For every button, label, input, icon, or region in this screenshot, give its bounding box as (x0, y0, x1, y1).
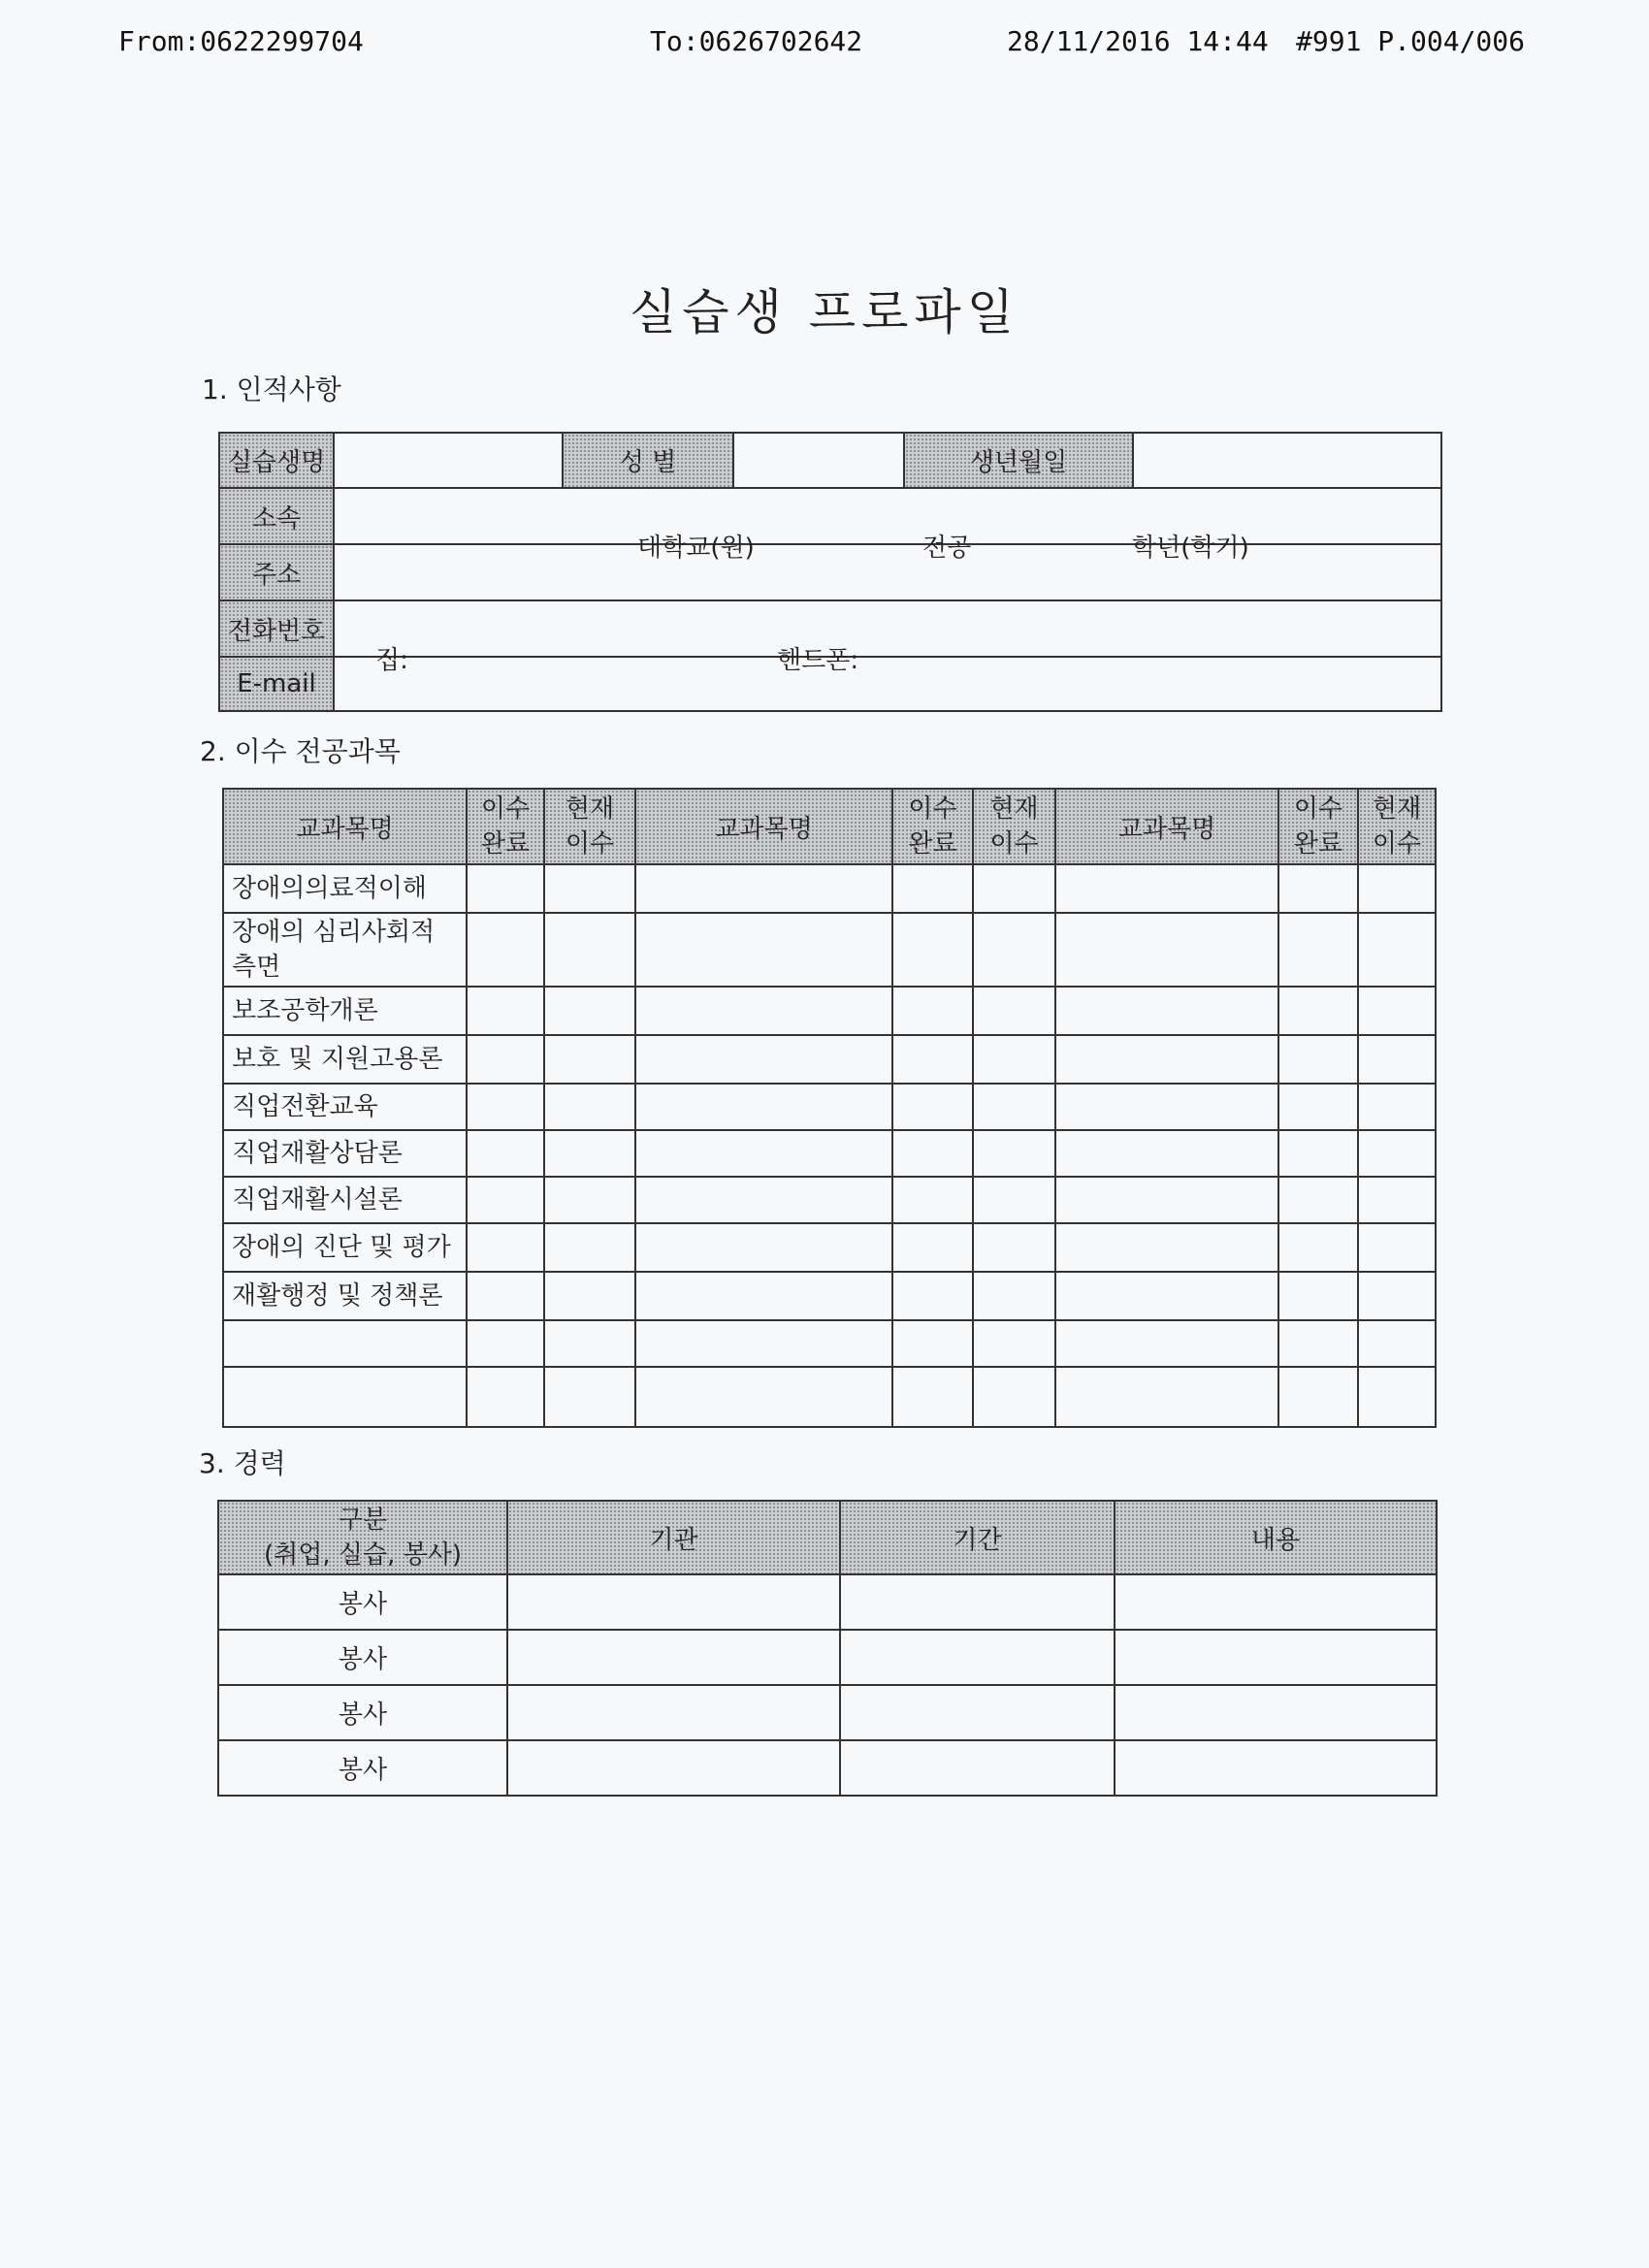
course-input-cell[interactable] (467, 1035, 544, 1084)
course-input-cell[interactable] (544, 1223, 635, 1272)
course-input-cell[interactable] (892, 1367, 973, 1427)
course-input-cell[interactable] (892, 864, 973, 913)
experience-row (218, 1685, 1437, 1740)
header-current-line2: 이수 (565, 829, 615, 859)
course-input-cell[interactable] (635, 1130, 892, 1177)
course-input-cell[interactable] (973, 1272, 1055, 1320)
course-input-cell[interactable] (1358, 1130, 1436, 1177)
experience-input-cell[interactable] (507, 1630, 840, 1685)
header-completed-line1: 이수 (480, 794, 531, 824)
header-course-name-3: 교과목명 (1055, 789, 1278, 864)
course-input-cell[interactable] (635, 1320, 892, 1367)
experience-input-cell[interactable] (840, 1685, 1115, 1740)
course-input-cell[interactable] (544, 913, 635, 987)
course-input-cell[interactable] (1278, 913, 1358, 987)
course-input-cell[interactable] (1055, 1084, 1278, 1130)
experience-input-cell[interactable] (840, 1740, 1115, 1796)
course-input-cell[interactable] (467, 1177, 544, 1223)
course-input-cell[interactable] (892, 1035, 973, 1084)
header-current-line2: 이수 (989, 829, 1039, 859)
fax-from: From:0622299704 (118, 25, 364, 57)
header-course-name-1: 교과목명 (223, 789, 467, 864)
course-input-cell[interactable] (635, 1272, 892, 1320)
course-input-cell[interactable] (1055, 1367, 1278, 1427)
courses-table (222, 788, 1437, 1428)
section-heading-personal: 1. 인적사항 (202, 373, 341, 405)
header-completed-3 (1278, 789, 1358, 864)
course-input-cell[interactable] (1358, 864, 1436, 913)
course-input-cell[interactable] (467, 1272, 544, 1320)
course-input-cell[interactable] (973, 1084, 1055, 1130)
header-category-line2: (취업, 실습, 봉사) (263, 1540, 463, 1570)
course-input-cell[interactable] (467, 1130, 544, 1177)
course-input-cell[interactable] (1278, 1035, 1358, 1084)
course-input-cell[interactable] (467, 864, 544, 913)
course-input-cell[interactable] (635, 1177, 892, 1223)
header-completed-line2: 완료 (908, 829, 957, 859)
course-row (223, 1223, 1436, 1272)
course-input-cell[interactable] (973, 987, 1055, 1035)
course-input-cell[interactable] (467, 913, 544, 987)
course-input-cell[interactable] (892, 1223, 973, 1272)
header-course-name-2: 교과목명 (635, 789, 892, 864)
course-input-cell[interactable] (1055, 864, 1278, 913)
course-row (223, 1035, 1436, 1084)
header-current-1 (544, 789, 635, 864)
email-field[interactable] (334, 657, 1441, 711)
label-birthdate: 생년월일 (904, 433, 1133, 488)
course-input-cell[interactable] (544, 864, 635, 913)
course-input-cell[interactable] (1358, 1084, 1436, 1130)
experience-input-cell[interactable] (507, 1685, 840, 1740)
course-input-cell[interactable] (1358, 1367, 1436, 1427)
course-input-cell[interactable] (1358, 1177, 1436, 1223)
course-input-cell[interactable] (1278, 1130, 1358, 1177)
course-input-cell[interactable] (544, 1177, 635, 1223)
course-input-cell[interactable] (1278, 987, 1358, 1035)
course-input-cell[interactable] (544, 987, 635, 1035)
course-input-cell[interactable] (892, 1177, 973, 1223)
label-phone: 전화번호 (219, 600, 334, 657)
course-input-cell[interactable] (1055, 987, 1278, 1035)
major-label: 전공 (922, 534, 972, 563)
course-input-cell[interactable] (892, 1272, 973, 1320)
course-name-cell: 장애의 심리사회적 측면 (223, 913, 467, 987)
experience-row (218, 1740, 1437, 1796)
course-row (223, 1084, 1436, 1130)
course-input-cell[interactable] (467, 1367, 544, 1427)
label-email: E-mail (219, 657, 334, 711)
course-input-cell[interactable] (892, 987, 973, 1035)
header-category-line1: 구분 (338, 1506, 388, 1535)
experience-input-cell[interactable] (1115, 1574, 1437, 1630)
section-heading-courses: 2. 이수 전공과목 (200, 735, 401, 767)
gender-field[interactable] (733, 433, 904, 488)
header-current-line1: 현재 (989, 794, 1039, 824)
course-input-cell[interactable] (544, 1272, 635, 1320)
header-completed-line1: 이수 (1293, 794, 1343, 824)
label-gender: 성 별 (563, 433, 733, 488)
course-input-cell[interactable] (973, 1367, 1055, 1427)
affiliation-field[interactable] (334, 488, 1441, 563)
course-row (223, 864, 1436, 913)
experience-input-cell[interactable] (1115, 1740, 1437, 1796)
university-label: 대학교(원) (637, 534, 755, 563)
header-category (218, 1501, 507, 1574)
course-input-cell[interactable] (1055, 1177, 1278, 1223)
course-name-cell: 장애의의료적이해 (223, 864, 467, 913)
experience-row (218, 1630, 1437, 1685)
birthdate-field[interactable] (1133, 433, 1441, 488)
course-name-cell: 직업재활상담론 (223, 1130, 467, 1177)
course-input-cell[interactable] (973, 1223, 1055, 1272)
course-name-cell: 보조공학개론 (223, 987, 467, 1035)
course-input-cell[interactable] (892, 1320, 973, 1367)
course-input-cell[interactable] (635, 1223, 892, 1272)
course-input-cell[interactable] (973, 1130, 1055, 1177)
course-input-cell[interactable] (467, 987, 544, 1035)
course-input-cell[interactable] (1055, 913, 1278, 987)
course-name-cell (223, 1367, 467, 1427)
course-input-cell[interactable] (544, 1035, 635, 1084)
course-input-cell[interactable] (1055, 1035, 1278, 1084)
course-input-cell[interactable] (1278, 1272, 1358, 1320)
course-input-cell[interactable] (1278, 1084, 1358, 1130)
label-affiliation: 소속 (219, 488, 334, 544)
course-name-cell: 장애의 진단 및 평가 (223, 1223, 467, 1272)
header-period: 기간 (840, 1501, 1115, 1574)
course-input-cell[interactable] (892, 913, 973, 987)
experience-category-cell: 봉사 (218, 1574, 507, 1630)
experience-body (218, 1574, 1437, 1796)
course-input-cell[interactable] (544, 1130, 635, 1177)
course-input-cell[interactable] (1278, 1367, 1358, 1427)
trainee-name-field[interactable] (334, 433, 563, 488)
course-input-cell[interactable] (635, 1035, 892, 1084)
label-address: 주소 (219, 544, 334, 600)
course-input-cell[interactable] (892, 1084, 973, 1130)
header-content: 내용 (1115, 1501, 1437, 1574)
header-current-line1: 현재 (565, 794, 615, 824)
home-phone-label: 집: (375, 646, 408, 675)
experience-row (218, 1574, 1437, 1630)
course-name-cell: 직업재활시설론 (223, 1177, 467, 1223)
header-completed-line1: 이수 (908, 794, 957, 824)
courses-body (223, 864, 1436, 1427)
course-input-cell[interactable] (1358, 913, 1436, 987)
header-current-line2: 이수 (1372, 829, 1422, 859)
course-row (223, 1130, 1436, 1177)
experience-table (217, 1500, 1438, 1797)
course-input-cell[interactable] (1358, 1272, 1436, 1320)
course-input-cell[interactable] (973, 1177, 1055, 1223)
course-input-cell[interactable] (1358, 1035, 1436, 1084)
course-input-cell[interactable] (1358, 1320, 1436, 1367)
course-input-cell[interactable] (635, 913, 892, 987)
course-row (223, 1272, 1436, 1320)
experience-input-cell[interactable] (1115, 1685, 1437, 1740)
course-input-cell[interactable] (544, 1084, 635, 1130)
course-input-cell[interactable] (544, 1367, 635, 1427)
fax-page: #991 P.004/006 (1296, 25, 1526, 57)
course-input-cell[interactable] (1055, 1223, 1278, 1272)
fax-datetime: 28/11/2016 14:44 (1007, 25, 1269, 57)
experience-input-cell[interactable] (840, 1574, 1115, 1630)
header-completed-2 (892, 789, 973, 864)
course-row (223, 913, 1436, 987)
course-name-cell: 재활행정 및 정책론 (223, 1272, 467, 1320)
phone-field[interactable] (334, 600, 1441, 675)
course-input-cell[interactable] (1055, 1272, 1278, 1320)
course-input-cell[interactable] (1278, 864, 1358, 913)
course-row (223, 987, 1436, 1035)
header-completed-line2: 완료 (1293, 829, 1343, 859)
course-name-cell: 직업전환교육 (223, 1084, 467, 1130)
course-input-cell[interactable] (467, 1320, 544, 1367)
address-field[interactable] (334, 544, 1441, 600)
experience-input-cell[interactable] (1115, 1630, 1437, 1685)
course-name-cell (223, 1320, 467, 1367)
experience-input-cell[interactable] (507, 1574, 840, 1630)
course-input-cell[interactable] (635, 1367, 892, 1427)
label-trainee-name: 실습생명 (219, 433, 334, 488)
course-input-cell[interactable] (1358, 1223, 1436, 1272)
course-input-cell[interactable] (635, 1084, 892, 1130)
header-organization: 기관 (507, 1501, 840, 1574)
course-input-cell[interactable] (635, 864, 892, 913)
experience-category-cell: 봉사 (218, 1685, 507, 1740)
header-current-2 (973, 789, 1055, 864)
course-input-cell[interactable] (973, 1035, 1055, 1084)
course-row (223, 1177, 1436, 1223)
header-completed-line2: 완료 (480, 829, 531, 859)
header-completed-1 (467, 789, 544, 864)
course-input-cell[interactable] (1358, 987, 1436, 1035)
course-input-cell[interactable] (892, 1130, 973, 1177)
course-input-cell[interactable] (1278, 1320, 1358, 1367)
course-input-cell[interactable] (1278, 1177, 1358, 1223)
course-input-cell[interactable] (1278, 1223, 1358, 1272)
experience-category-cell: 봉사 (218, 1630, 507, 1685)
course-input-cell[interactable] (973, 1320, 1055, 1367)
course-row (223, 1367, 1436, 1427)
header-current-line1: 현재 (1372, 794, 1422, 824)
course-input-cell[interactable] (1055, 1130, 1278, 1177)
course-input-cell[interactable] (973, 913, 1055, 987)
course-input-cell[interactable] (467, 1223, 544, 1272)
course-input-cell[interactable] (467, 1084, 544, 1130)
section-heading-experience: 3. 경력 (199, 1447, 286, 1479)
course-input-cell[interactable] (1055, 1320, 1278, 1367)
course-row (223, 1320, 1436, 1367)
experience-input-cell[interactable] (840, 1630, 1115, 1685)
mobile-phone-label: 핸드폰: (777, 646, 859, 675)
course-name-cell: 보호 및 지원고용론 (223, 1035, 467, 1084)
course-input-cell[interactable] (973, 864, 1055, 913)
grade-label: 학년(학기) (1132, 534, 1249, 563)
personal-info-table (218, 432, 1442, 712)
course-input-cell[interactable] (635, 987, 892, 1035)
fax-to: To:0626702642 (650, 25, 863, 57)
experience-category-cell: 봉사 (218, 1740, 507, 1796)
header-current-3 (1358, 789, 1436, 864)
page-title: 실습생 프로파일 (630, 284, 1019, 340)
course-input-cell[interactable] (544, 1320, 635, 1367)
experience-input-cell[interactable] (507, 1740, 840, 1796)
